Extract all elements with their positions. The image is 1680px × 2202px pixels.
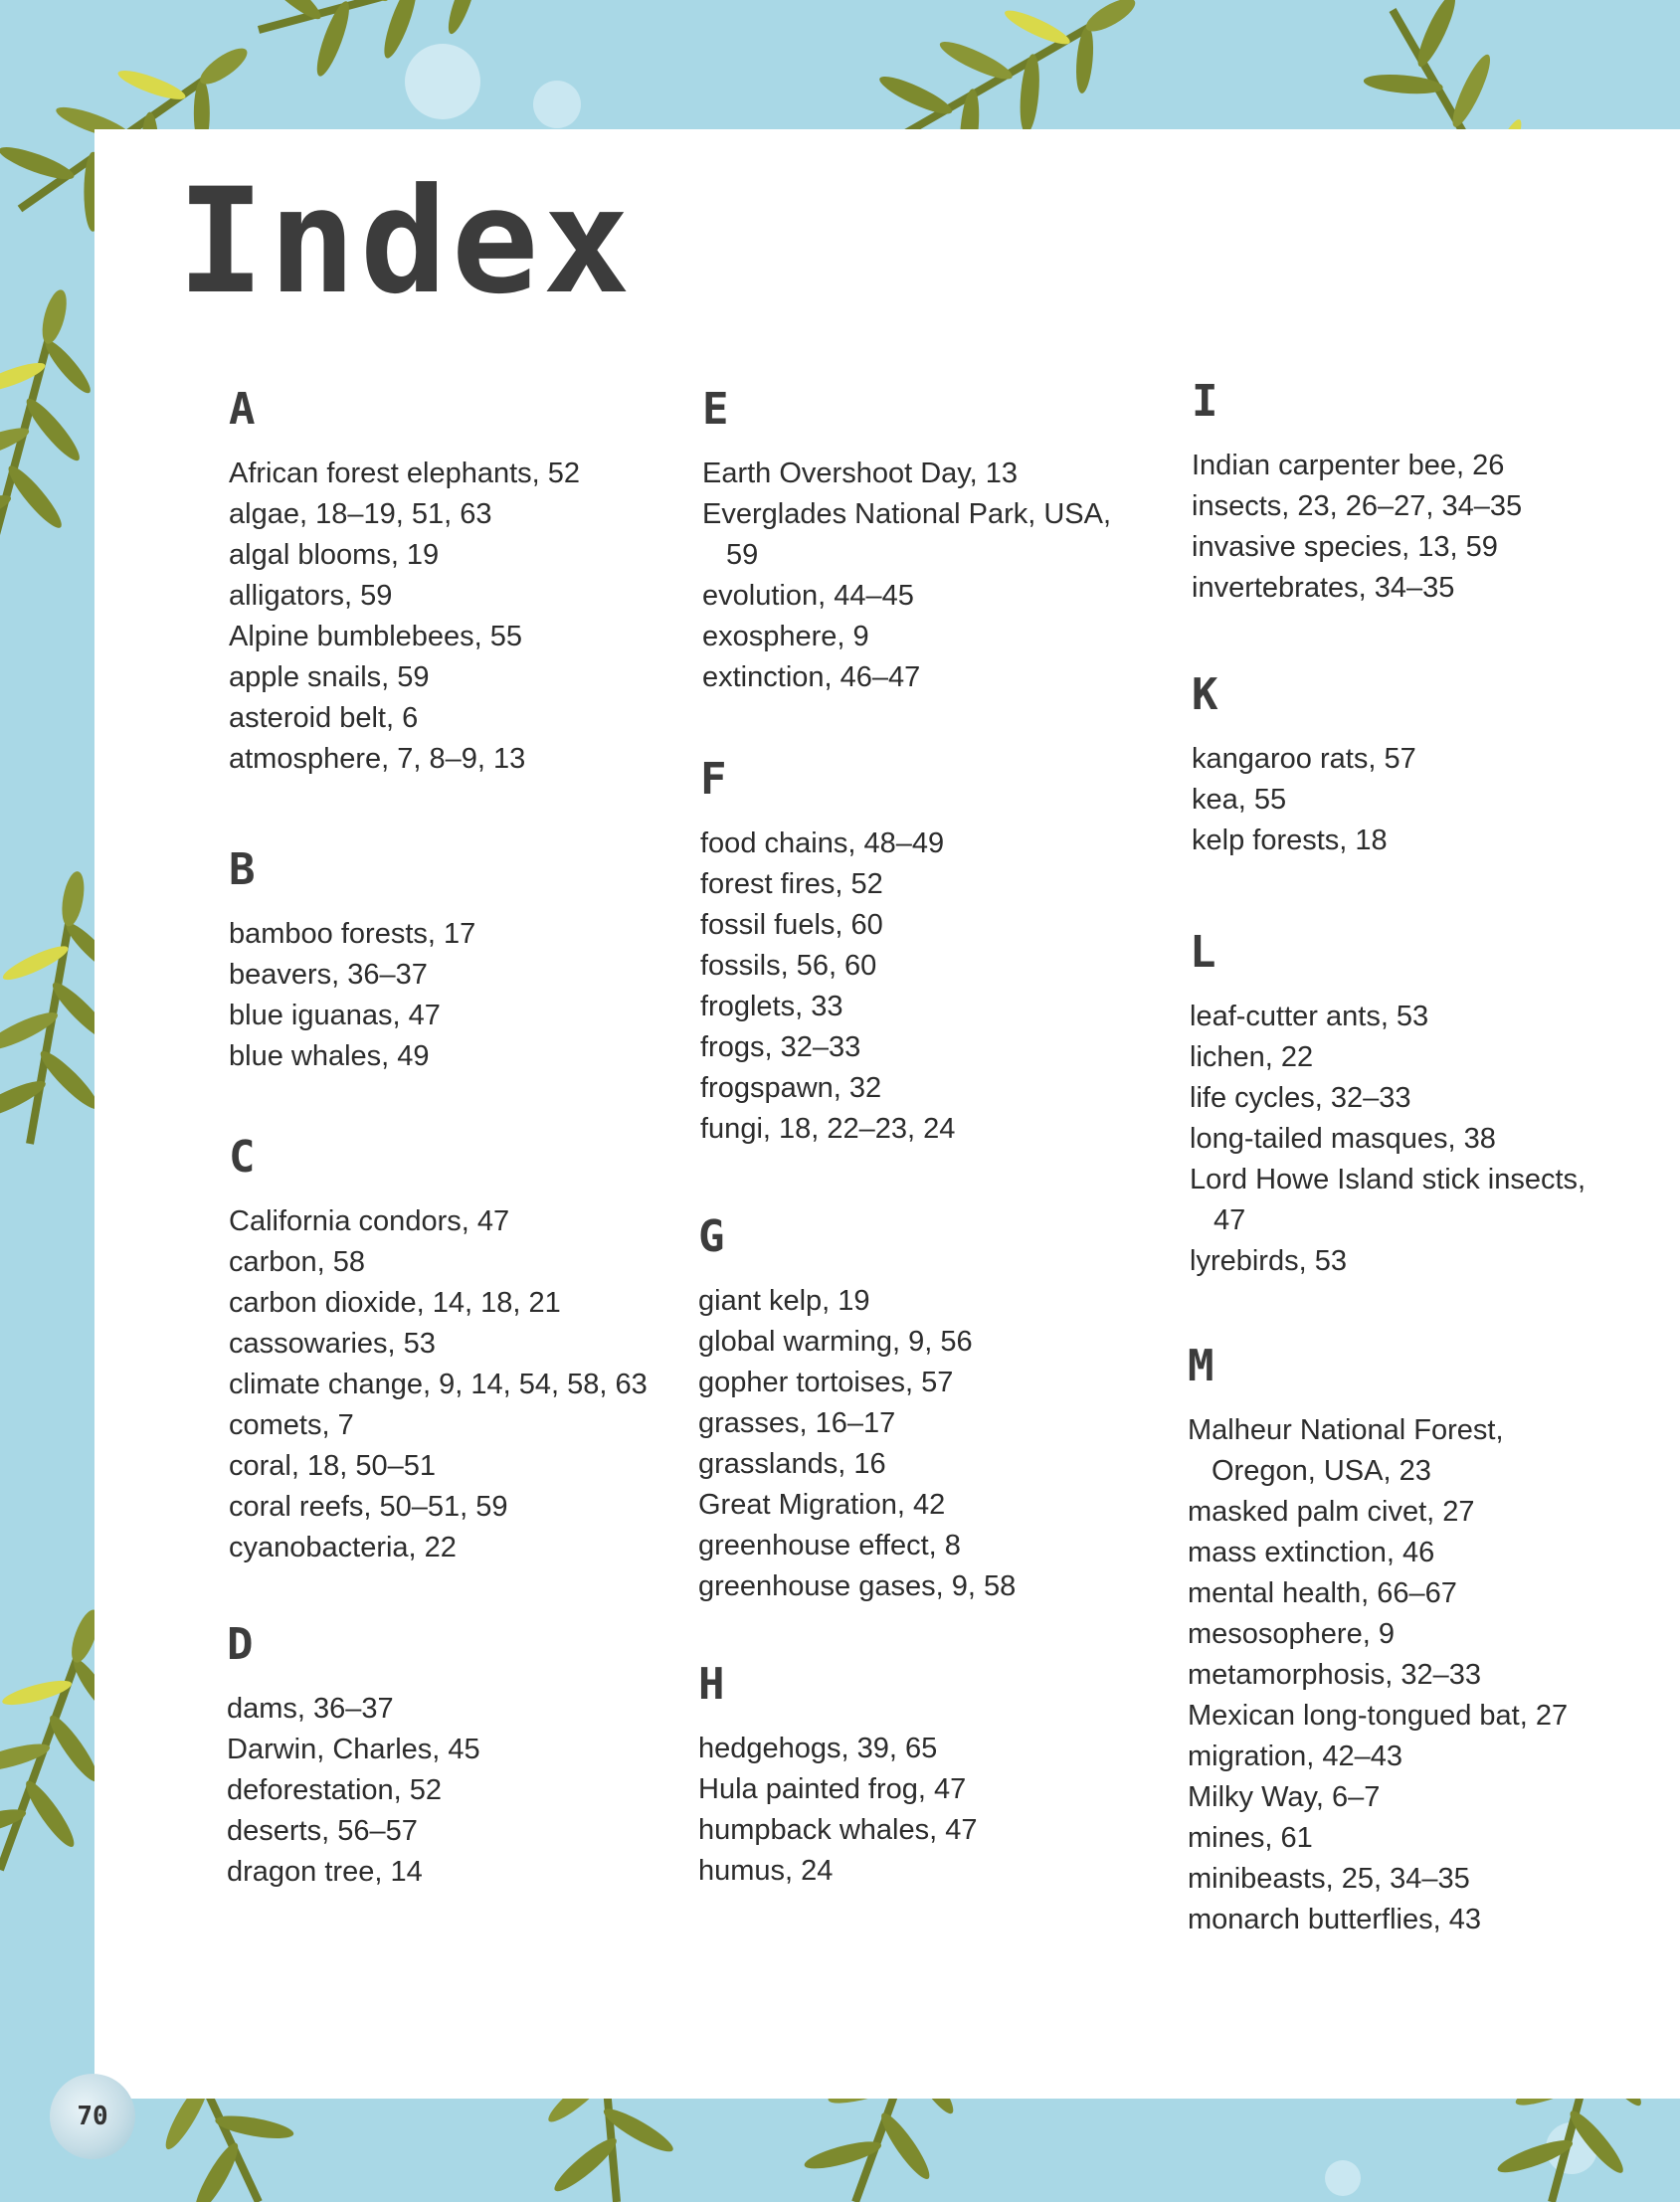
index-entry: greenhouse gases, 9, 58 <box>698 1570 1017 1602</box>
index-entry: carbon, 58 <box>229 1246 366 1278</box>
index-entry: Earth Overshoot Day, 13 <box>702 458 1019 489</box>
entry-list <box>229 1201 648 1568</box>
index-entry: lichen, 22 <box>1190 1041 1314 1073</box>
index-entry: kea, 55 <box>1192 784 1287 816</box>
index-entry: fossil fuels, 60 <box>700 909 883 941</box>
index-entry-continuation: Oregon, USA, 23 <box>1212 1455 1431 1487</box>
index-entry: life cycles, 32–33 <box>1190 1082 1411 1114</box>
index-section-m <box>1188 1341 1569 1940</box>
index-section-h <box>698 1659 978 1892</box>
index-section-c <box>229 1132 648 1568</box>
index-entry: frogspawn, 32 <box>700 1072 882 1104</box>
index-section-i <box>1192 376 1523 609</box>
index-entry: invertebrates, 34–35 <box>1192 572 1455 604</box>
index-entry: alligators, 59 <box>229 580 393 612</box>
entry-list <box>1192 446 1522 609</box>
index-entry: coral, 18, 50–51 <box>229 1450 436 1482</box>
index-entry: blue iguanas, 47 <box>229 1000 441 1031</box>
index-entry: lyrebirds, 53 <box>1190 1245 1347 1277</box>
index-section-b <box>229 844 476 1077</box>
index-entry: grasses, 16–17 <box>698 1407 896 1439</box>
section-letter: H <box>698 1659 725 1710</box>
index-entry <box>702 494 1111 576</box>
index-section-g <box>698 1211 1017 1607</box>
index-section-l <box>1190 927 1587 1282</box>
index-entry: kangaroo rats, 57 <box>1192 743 1416 775</box>
section-letter: E <box>702 384 729 435</box>
index-entry: comets, 7 <box>229 1409 354 1441</box>
section-letter: A <box>229 384 256 435</box>
entry-list <box>229 454 580 780</box>
index-entry-text: Malheur National Forest, <box>1188 1414 1504 1446</box>
index-entry: algae, 18–19, 51, 63 <box>229 498 492 530</box>
index-entry <box>1188 1410 1568 1492</box>
index-entry: grasslands, 16 <box>698 1448 886 1480</box>
index-entry: cassowaries, 53 <box>229 1328 436 1360</box>
index-entry <box>1190 1160 1586 1241</box>
index-entry: monarch butterflies, 43 <box>1188 1904 1481 1935</box>
index-entry: masked palm civet, 27 <box>1188 1496 1475 1528</box>
index-entry: dams, 36–37 <box>227 1693 394 1725</box>
index-entry: apple snails, 59 <box>229 661 430 693</box>
index-entry: froglets, 33 <box>700 991 843 1022</box>
section-letter: F <box>700 754 727 805</box>
index-entry: hedgehogs, 39, 65 <box>698 1733 938 1764</box>
index-entry: food chains, 48–49 <box>700 827 945 859</box>
page-number-badge <box>50 2074 135 2159</box>
index-entry: mental health, 66–67 <box>1188 1577 1457 1609</box>
index-entry: deforestation, 52 <box>227 1774 443 1806</box>
section-letter: B <box>229 844 256 895</box>
index-entry: mesosophere, 9 <box>1188 1618 1395 1650</box>
index-section-a <box>229 384 581 780</box>
index-entry: asteroid belt, 6 <box>229 702 419 734</box>
index-section-e <box>702 384 1112 698</box>
entry-list <box>229 914 475 1077</box>
index-entry: forest fires, 52 <box>700 868 883 900</box>
index-entry: Darwin, Charles, 45 <box>227 1734 480 1765</box>
index-entry: migration, 42–43 <box>1188 1741 1403 1772</box>
index-entry-text: Everglades National Park, USA, <box>702 498 1112 530</box>
index-entry: fossils, 56, 60 <box>700 950 877 982</box>
entry-list <box>698 1729 978 1892</box>
index-entry: deserts, 56–57 <box>227 1815 418 1847</box>
entry-list <box>702 454 1111 698</box>
index-entry: mass extinction, 46 <box>1188 1537 1435 1568</box>
index-entry: frogs, 32–33 <box>700 1031 861 1063</box>
section-letter: G <box>698 1211 725 1262</box>
index-entry: leaf-cutter ants, 53 <box>1190 1001 1429 1032</box>
index-entry: humus, 24 <box>698 1855 834 1887</box>
section-letter: K <box>1192 669 1218 720</box>
entry-list <box>1190 997 1586 1282</box>
index-entry: climate change, 9, 14, 54, 58, 63 <box>229 1369 648 1400</box>
section-letter: C <box>229 1132 256 1183</box>
index-entry: evolution, 44–45 <box>702 580 914 612</box>
index-entry: dragon tree, 14 <box>227 1856 423 1888</box>
index-entry: coral reefs, 50–51, 59 <box>229 1491 508 1523</box>
section-letter: L <box>1190 927 1216 978</box>
section-letter: M <box>1188 1341 1214 1391</box>
index-entry: insects, 23, 26–27, 34–35 <box>1192 490 1523 522</box>
index-entry: atmosphere, 7, 8–9, 13 <box>229 743 526 775</box>
entry-list <box>698 1281 1016 1607</box>
index-entry: greenhouse effect, 8 <box>698 1530 961 1561</box>
index-entry: kelp forests, 18 <box>1192 825 1388 856</box>
index-entry: global warming, 9, 56 <box>698 1326 973 1358</box>
index-entry-text: Lord Howe Island stick insects, <box>1190 1164 1587 1195</box>
index-entry-continuation: 59 <box>726 539 759 571</box>
index-entry: Great Migration, 42 <box>698 1489 946 1521</box>
entry-list <box>700 824 955 1150</box>
index-section-f <box>700 754 956 1150</box>
page-title: Index <box>177 157 635 326</box>
index-section-k <box>1192 669 1416 861</box>
section-letter: D <box>227 1619 254 1670</box>
index-entry: long-tailed masques, 38 <box>1190 1123 1496 1155</box>
index-entry-continuation: 47 <box>1213 1204 1246 1236</box>
index-entry: carbon dioxide, 14, 18, 21 <box>229 1287 561 1319</box>
index-entry: exosphere, 9 <box>702 621 869 652</box>
section-letter: I <box>1192 376 1218 427</box>
index-entry: algal blooms, 19 <box>229 539 440 571</box>
index-entry: fungi, 18, 22–23, 24 <box>700 1113 956 1145</box>
index-section-d <box>227 1619 480 1893</box>
page-number: 70 <box>77 2102 108 2131</box>
index-entry: bamboo forests, 17 <box>229 918 476 950</box>
index-entry: Alpine bumblebees, 55 <box>229 621 523 652</box>
entry-list <box>227 1689 480 1893</box>
index-entry: metamorphosis, 32–33 <box>1188 1659 1481 1691</box>
index-entry: African forest elephants, 52 <box>229 458 581 489</box>
index-entry: mines, 61 <box>1188 1822 1313 1854</box>
index-entry: beavers, 36–37 <box>229 959 428 991</box>
index-entry: minibeasts, 25, 34–35 <box>1188 1863 1470 1895</box>
index-entry: Indian carpenter bee, 26 <box>1192 450 1505 481</box>
entry-list <box>1188 1410 1568 1940</box>
index-entry: Hula painted frog, 47 <box>698 1773 967 1805</box>
index-entry: gopher tortoises, 57 <box>698 1367 954 1398</box>
index-entry: Milky Way, 6–7 <box>1188 1781 1381 1813</box>
index-entry: California condors, 47 <box>229 1205 510 1237</box>
index-entry: cyanobacteria, 22 <box>229 1532 457 1563</box>
entry-list <box>1192 739 1416 861</box>
index-entry: humpback whales, 47 <box>698 1814 978 1846</box>
index-entry: giant kelp, 19 <box>698 1285 870 1317</box>
index-entry: invasive species, 13, 59 <box>1192 531 1498 563</box>
index-entry: blue whales, 49 <box>229 1040 430 1072</box>
index-entry: Mexican long-tongued bat, 27 <box>1188 1700 1569 1732</box>
index-entry: extinction, 46–47 <box>702 661 921 693</box>
